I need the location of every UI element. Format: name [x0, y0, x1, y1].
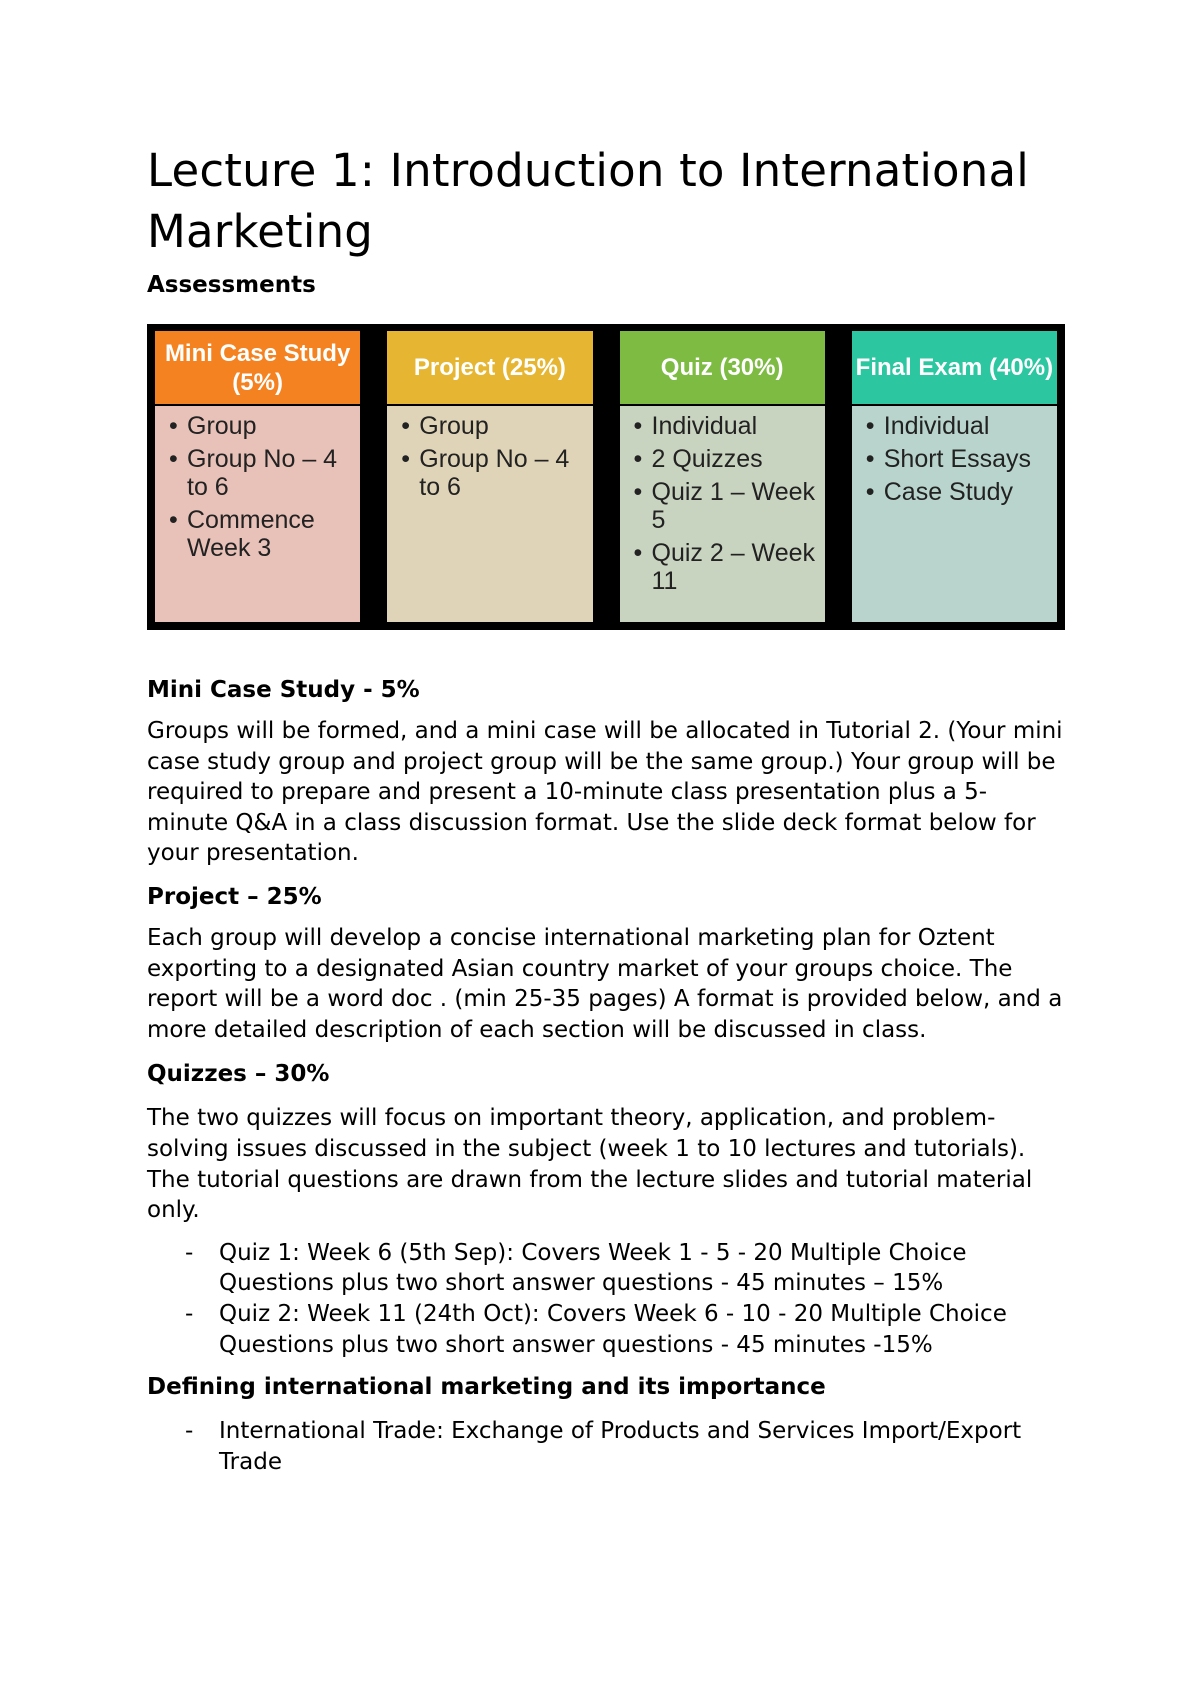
assessment-item: • Group — [399, 412, 584, 440]
quizzes-heading: Quizzes – 30% — [147, 1061, 330, 1088]
quiz-list — [147, 1238, 1067, 1360]
assessment-item: • Quiz 2 – Week 11 — [632, 539, 817, 595]
assessment-header: Project (25%) — [387, 331, 592, 404]
assessment-item: • Group No – 4 to 6 — [399, 445, 584, 501]
assessment-body — [620, 406, 825, 622]
assessment-item: • Commence Week 3 — [167, 506, 352, 562]
assessment-column-project — [387, 331, 592, 622]
assessment-item: • 2 Quizzes — [632, 445, 817, 473]
mini-case-text: Groups will be formed, and a mini case will be allocated in Tutorial 2. (Your mini case study group and project group will be the same group.) Your group will be required to prepare and present a 10-minute class presentation plus a 5-minute Q&A in a class discussion format. Use the slide deck format below for your presentation. — [147, 718, 1063, 867]
assessment-body — [387, 406, 592, 622]
assessment-item: • Individual — [864, 412, 1049, 440]
quizzes-text: The two quizzes will focus on important theory, application, and problem-solving issues discussed in the subject (week 1 to 10 lectures and tutorials). The tutorial questions are drawn from the lecture slides and tutorial material only. — [147, 1105, 1033, 1224]
assessment-column-mini-case — [155, 331, 360, 622]
assessment-body — [852, 406, 1057, 622]
document-body — [147, 675, 1067, 1477]
assessment-header: Final Exam (40%) — [852, 331, 1057, 404]
defining-heading: Defining international marketing and its importance — [147, 1374, 826, 1401]
assessment-column-quiz — [620, 331, 825, 622]
assessment-item: • Group No – 4 to 6 — [167, 445, 352, 501]
assessment-column-final-exam — [852, 331, 1057, 622]
assessment-item: • Short Essays — [864, 445, 1049, 473]
assessment-header: Quiz (30%) — [620, 331, 825, 404]
project-heading: Project – 25% — [147, 883, 322, 910]
assessment-body — [155, 406, 360, 622]
assessment-item: • Individual — [632, 412, 817, 440]
assessment-item: • Quiz 1 – Week 5 — [632, 478, 817, 534]
defining-list — [147, 1416, 1067, 1477]
document-content — [147, 140, 1067, 300]
assessment-item: • Group — [167, 412, 352, 440]
defining-list-item: - International Trade: Exchange of Products and Services Import/Export Trade — [147, 1416, 1067, 1477]
assessment-graphic — [147, 324, 1065, 630]
quiz-list-item: - Quiz 1: Week 6 (5th Sep): Covers Week 1 - 5 - 20 Multiple Choice Questions plus two short answer questions - 45 minutes – 15% — [147, 1238, 1067, 1299]
mini-case-heading: Mini Case Study - 5% — [147, 677, 420, 703]
quiz-list-item: - Quiz 2: Week 11 (24th Oct): Covers Week 6 - 10 - 20 Multiple Choice Questions plus two short answer questions - 45 minutes -15% — [147, 1299, 1067, 1360]
lecture-title: Lecture 1: Introduction to International Marketing — [147, 144, 1029, 258]
assessment-item: • Case Study — [864, 478, 1049, 506]
assessments-heading: Assessments — [147, 272, 316, 298]
project-text: Each group will develop a concise international marketing plan for Oztent exporting to a designated Asian country market of your groups choice. The report will be a word doc . (min 25-35 pages) A format is provided below, and a more detailed description of each section will be discussed in class. — [147, 924, 1063, 1043]
assessment-header: Mini Case Study (5%) — [155, 331, 360, 404]
